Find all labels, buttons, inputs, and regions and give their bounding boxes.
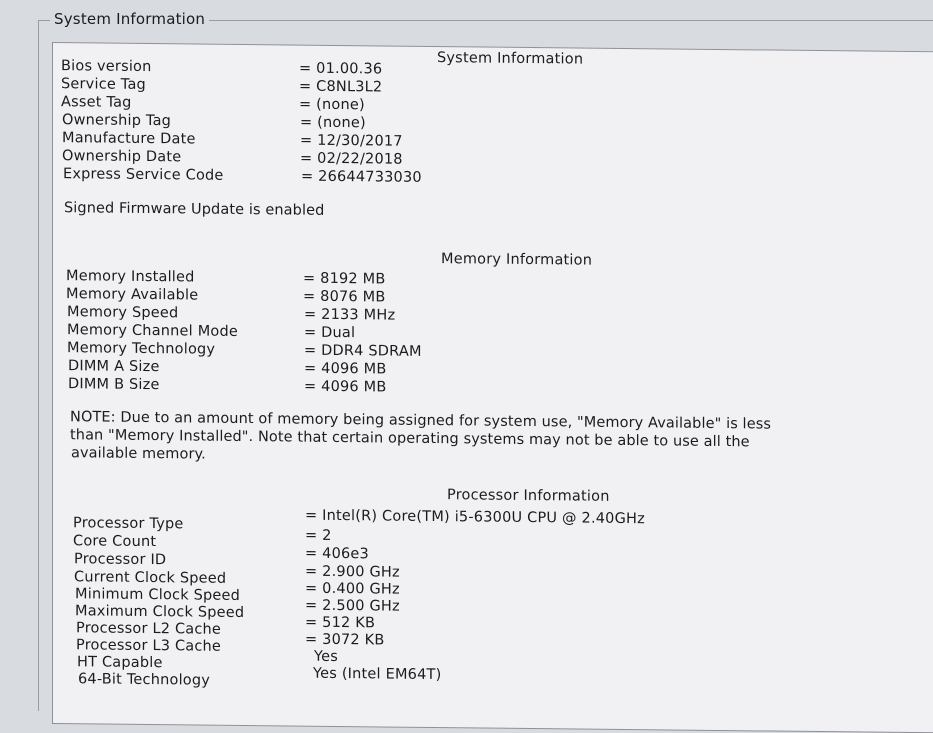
information-panel [52, 42, 933, 733]
memory-info-list: Memory Installed = 8192 MB Memory Available = 8076 MB Memory Speed = 2133 MHz Memory Channel Mode = Dual Memory Technology = DDR4 SDRAM DIMM A Size = 4096 MB DIMM B Size = 4096 MB [66, 268, 422, 396]
system-info-list: Bios version = 01.00.36 Service Tag = C8NL3L2 Asset Tag = (none) Ownership Tag = (none) Manufacture Date = 12/30/2017 Ownership Date = 02/22/2018 Express Service Code = 26644733030 [61, 58, 422, 186]
system-section-title: System Information [437, 50, 584, 68]
memory-note-line: available memory. [71, 445, 206, 463]
group-title: System Information [50, 10, 209, 28]
processor-section-title: Processor Information [447, 487, 610, 505]
firmware-status: Signed Firmware Update is enabled [64, 200, 325, 219]
memory-note-line: than "Memory Installed". Note that certain operating systems may not be able to use all the [70, 427, 750, 451]
memory-note-line: NOTE: Due to an amount of memory being assigned for system use, "Memory Available" is less [70, 409, 772, 433]
processor-info-list: Processor Type = Intel(R) Core(TM) i5-6300U CPU @ 2.40GHz Core Count = 2 Processor ID = 406e3 Current Clock Speed = 2.900 GHz Minimum Clock Speed = 0.400 GHz Maximum Clock Speed = 2.500 GHz Processor L2 Cache = 512 KB Processor L3 Cache = 3072 KB HT Capable Yes 64-Bit Technology Yes (Intel EM64T) [73, 507, 645, 689]
memory-section-title: Memory Information [441, 251, 593, 269]
